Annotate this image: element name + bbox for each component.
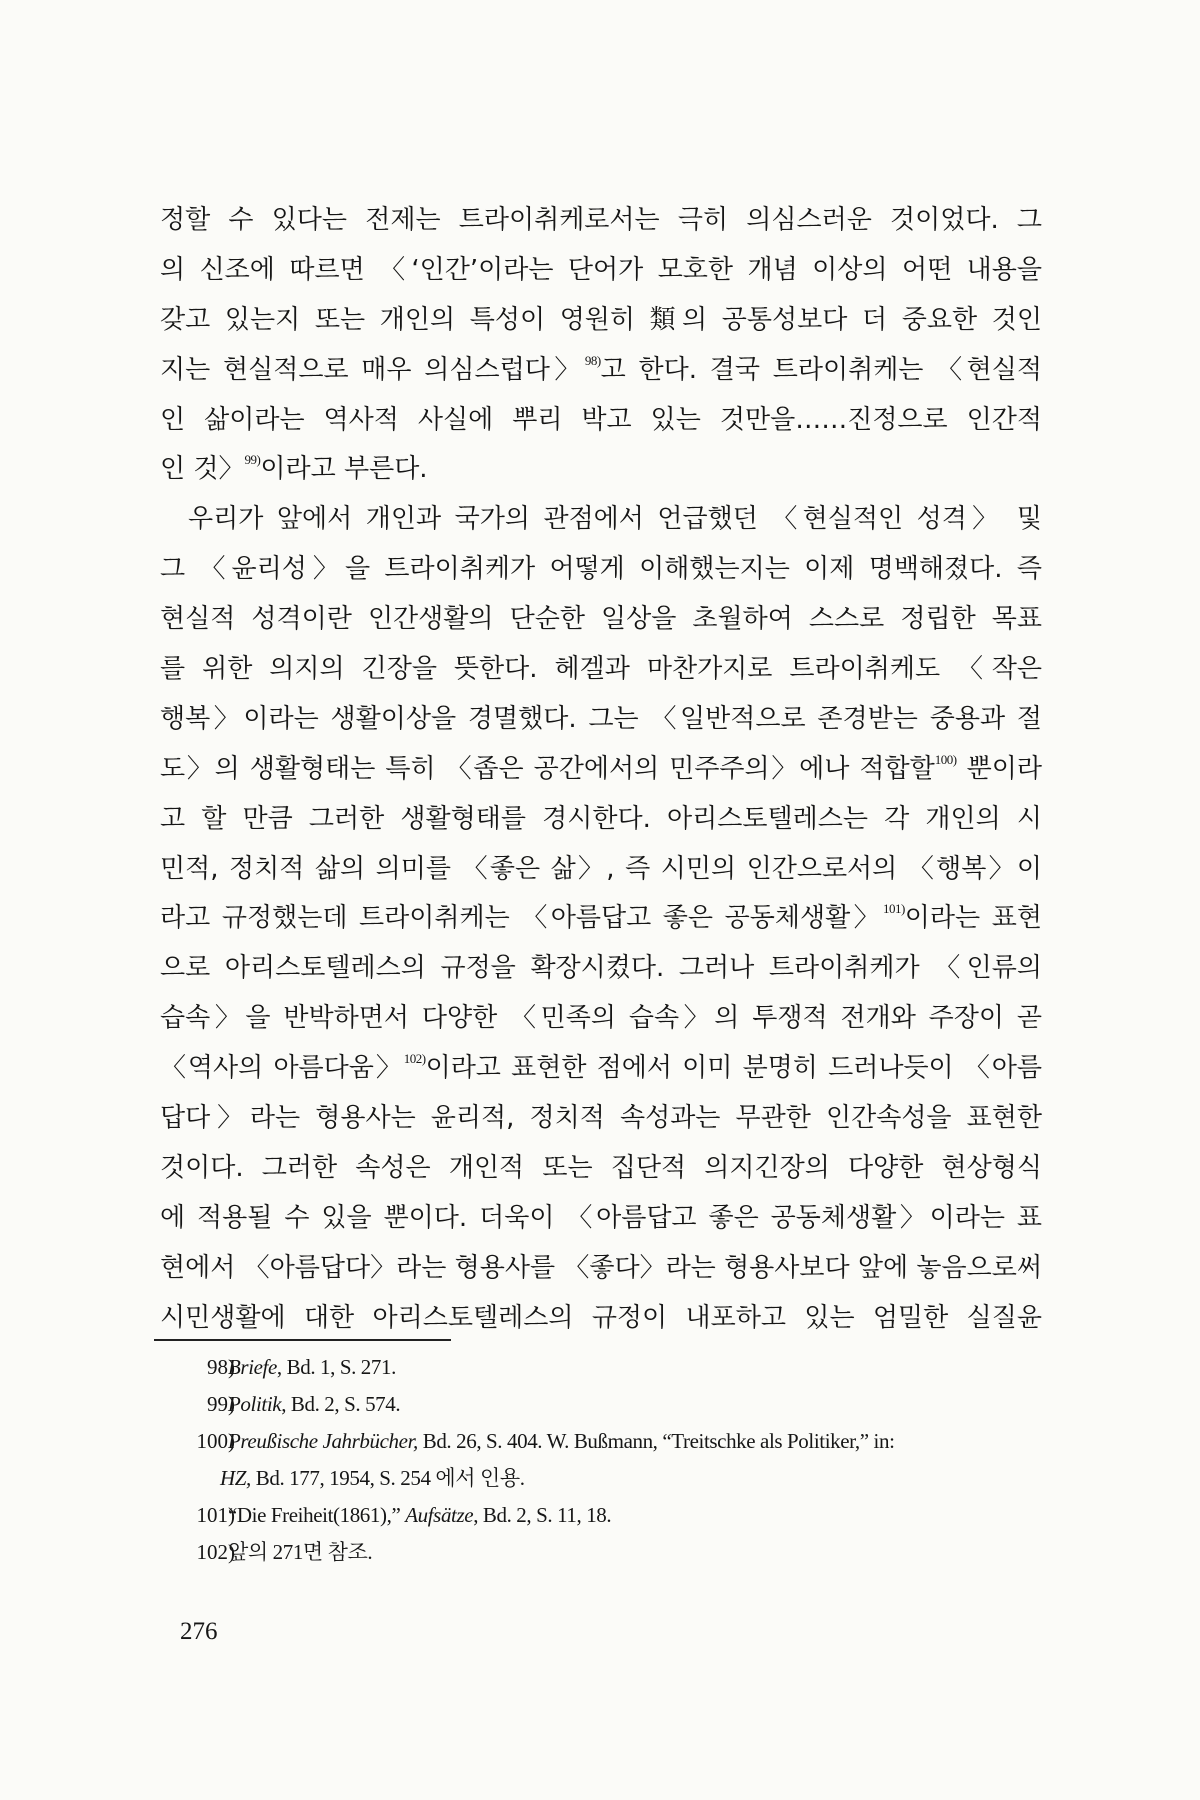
text-line <box>160 695 1042 745</box>
text-line <box>160 944 1042 994</box>
footnote-ref[interactable]: 100) <box>934 751 957 767</box>
text-run: 행복〉이라는 생활이상을 경멸했다. 그는 〈일반적으로 존경받는 중용과 절 <box>160 703 1042 734</box>
text-line <box>160 894 1042 944</box>
text-line <box>160 495 1042 545</box>
italic-title: Politik <box>228 1392 282 1416</box>
text-run: 도〉의 생활형태는 특히 〈좁은 공간에서의 민주주의〉에나 적합할 <box>160 753 935 784</box>
footnote <box>0 1534 1200 1571</box>
text-run: 이라는 표현 <box>904 903 1042 934</box>
text-run: 정할 수 있다는 전제는 트라이취케로서는 극히 의심스러운 것이었다. 그 <box>160 205 1042 235</box>
footnote-number: 101) <box>196 1503 235 1527</box>
text-run: , Bd. 2, S. 11, 18. <box>473 1503 612 1527</box>
text-run: 것이다. 그러한 속성은 개인적 또는 집단적 의지긴장의 다양한 현상형식 <box>160 1152 1042 1183</box>
footnote <box>0 1349 1200 1386</box>
text-run: 습속〉을 반박하면서 다양한 〈민족의 습속〉의 투쟁적 전개와 주장이 곧 <box>160 1003 1042 1034</box>
text-run: 뿐이라 <box>956 753 1042 784</box>
footnote-ref[interactable]: 102) <box>403 1051 426 1067</box>
italic-title: Briefe <box>228 1355 277 1379</box>
text-run: 으로 아리스토텔레스의 규정을 확장시켰다. 그러나 트라이취케가 〈인류의 <box>160 953 1042 984</box>
text-run: 에 적용될 수 있을 뿐이다. 더욱이 〈아름답고 좋은 공동체생활〉이라는 표 <box>160 1202 1042 1233</box>
footnote-divider <box>154 1339 451 1341</box>
body-text <box>160 196 1042 1343</box>
footnote-text <box>228 1497 611 1534</box>
text-line <box>160 445 1042 495</box>
footnote <box>0 1460 1200 1497</box>
text-line <box>160 1244 1042 1294</box>
footnote-number: 100) <box>196 1429 235 1453</box>
text-run: , Bd. 1, S. 271. <box>276 1355 396 1379</box>
text-run: 고 할 만큼 그러한 생활형태를 경시한다. 아리스토텔레스는 각 개인의 시 <box>160 803 1042 834</box>
text-run: 지는 현실적으로 매우 의심스럽다〉 <box>160 354 585 385</box>
text-line <box>160 1294 1042 1344</box>
text-line <box>160 1094 1042 1144</box>
text-line <box>160 745 1042 795</box>
text-run: 의 신조에 따르면 〈‘인간’이라는 단어가 모호한 개념 이상의 어떤 내용을 <box>160 254 1042 285</box>
text-run: 현실적 성격이란 인간생활의 단순한 일상을 초월하여 스스로 정립한 목표 <box>160 604 1042 635</box>
text-run: 현에서 〈아름답다〉라는 형용사를 〈좋다〉라는 형용사보다 앞에 놓음으로써 <box>160 1252 1042 1283</box>
footnote-number: 98) <box>207 1355 235 1379</box>
text-run: 인 삶이라는 역사적 사실에 뿌리 박고 있는 것만을……진정으로 인간적 <box>160 404 1042 435</box>
text-run: 답다〉라는 형용사는 윤리적, 정치적 속성과는 무관한 인간속성을 표현한 <box>160 1103 1042 1134</box>
text-run: , Bd. 2, S. 574. <box>281 1392 401 1416</box>
footnote-ref[interactable]: 101) <box>882 901 905 917</box>
footnote-text <box>228 1386 400 1423</box>
text-line <box>160 1044 1042 1094</box>
text-run: 고 한다. 결국 트라이취케는 〈현실적 <box>600 354 1042 385</box>
footnote-number: 99) <box>207 1392 235 1416</box>
text-run: Bd. 177, 1954, S. 254 에서 인용. <box>250 1466 525 1490</box>
text-run: 그 〈윤리성〉을 트라이취케가 어떻게 이해했는지는 이제 명백해졌다. 즉 <box>160 554 1042 585</box>
page-number: 276 <box>180 1618 218 1645</box>
text-run: 이라고 부른다. <box>260 454 428 485</box>
footnote-number: 102) <box>196 1540 235 1564</box>
footnote <box>0 1423 1200 1460</box>
text-run: 라고 규정했는데 트라이취케는 〈아름답고 좋은 공동체생활〉 <box>160 903 883 934</box>
text-line <box>160 845 1042 895</box>
text-line <box>160 196 1042 246</box>
text-line <box>160 545 1042 595</box>
italic-title: HZ, <box>220 1466 251 1490</box>
text-line <box>160 296 1042 346</box>
text-line <box>160 1194 1042 1244</box>
text-run: 이라고 표현한 점에서 이미 분명히 드러나듯이 〈아름 <box>425 1053 1042 1084</box>
text-line <box>160 994 1042 1044</box>
text-run: 〈역사의 아름다움〉 <box>160 1053 404 1084</box>
footnote-text <box>228 1423 895 1460</box>
text-run: 인 것〉 <box>160 454 245 485</box>
footnote-ref[interactable]: 98) <box>584 352 601 368</box>
text-run: “Die Freiheit(1861),” <box>228 1503 406 1527</box>
text-run: 를 위한 의지의 긴장을 뜻한다. 헤겔과 마찬가지로 트라이취케도 〈작은 <box>160 654 1042 685</box>
text-run: Bd. 26, S. 404. W. Bußmann, “Treitschke als Politiker,” in: <box>417 1429 895 1453</box>
italic-title: Aufsätze <box>405 1503 474 1527</box>
text-line <box>160 595 1042 645</box>
footnote-ref[interactable]: 99) <box>244 452 261 468</box>
text-line <box>160 246 1042 296</box>
text-line <box>160 346 1042 396</box>
footnote <box>0 1497 1200 1534</box>
text-run: 우리가 앞에서 개인과 국가의 관점에서 언급했던 〈현실적인 성격〉 및 <box>188 504 1042 535</box>
text-run: 시민생활에 대한 아리스토텔레스의 규정이 내포하고 있는 엄밀한 실질윤 <box>160 1302 1042 1333</box>
italic-title: Preußische Jahrbücher, <box>228 1429 418 1453</box>
footnote-text <box>220 1460 525 1497</box>
footnotes <box>0 1349 1200 1571</box>
text-run: 갖고 있는지 또는 개인의 특성이 영원히 類의 공통성보다 더 중요한 것인 <box>160 304 1042 335</box>
text-run: 민적, 정치적 삶의 의미를 〈좋은 삶〉, 즉 시민의 인간으로서의 〈행복〉이 <box>160 853 1042 884</box>
text-line <box>160 645 1042 695</box>
footnote-text <box>228 1349 396 1386</box>
text-line <box>160 396 1042 446</box>
text-run: 앞의 271면 참조. <box>228 1540 373 1564</box>
footnote-text <box>228 1534 372 1571</box>
footnote <box>0 1386 1200 1423</box>
text-line <box>160 795 1042 845</box>
text-line <box>160 1144 1042 1194</box>
